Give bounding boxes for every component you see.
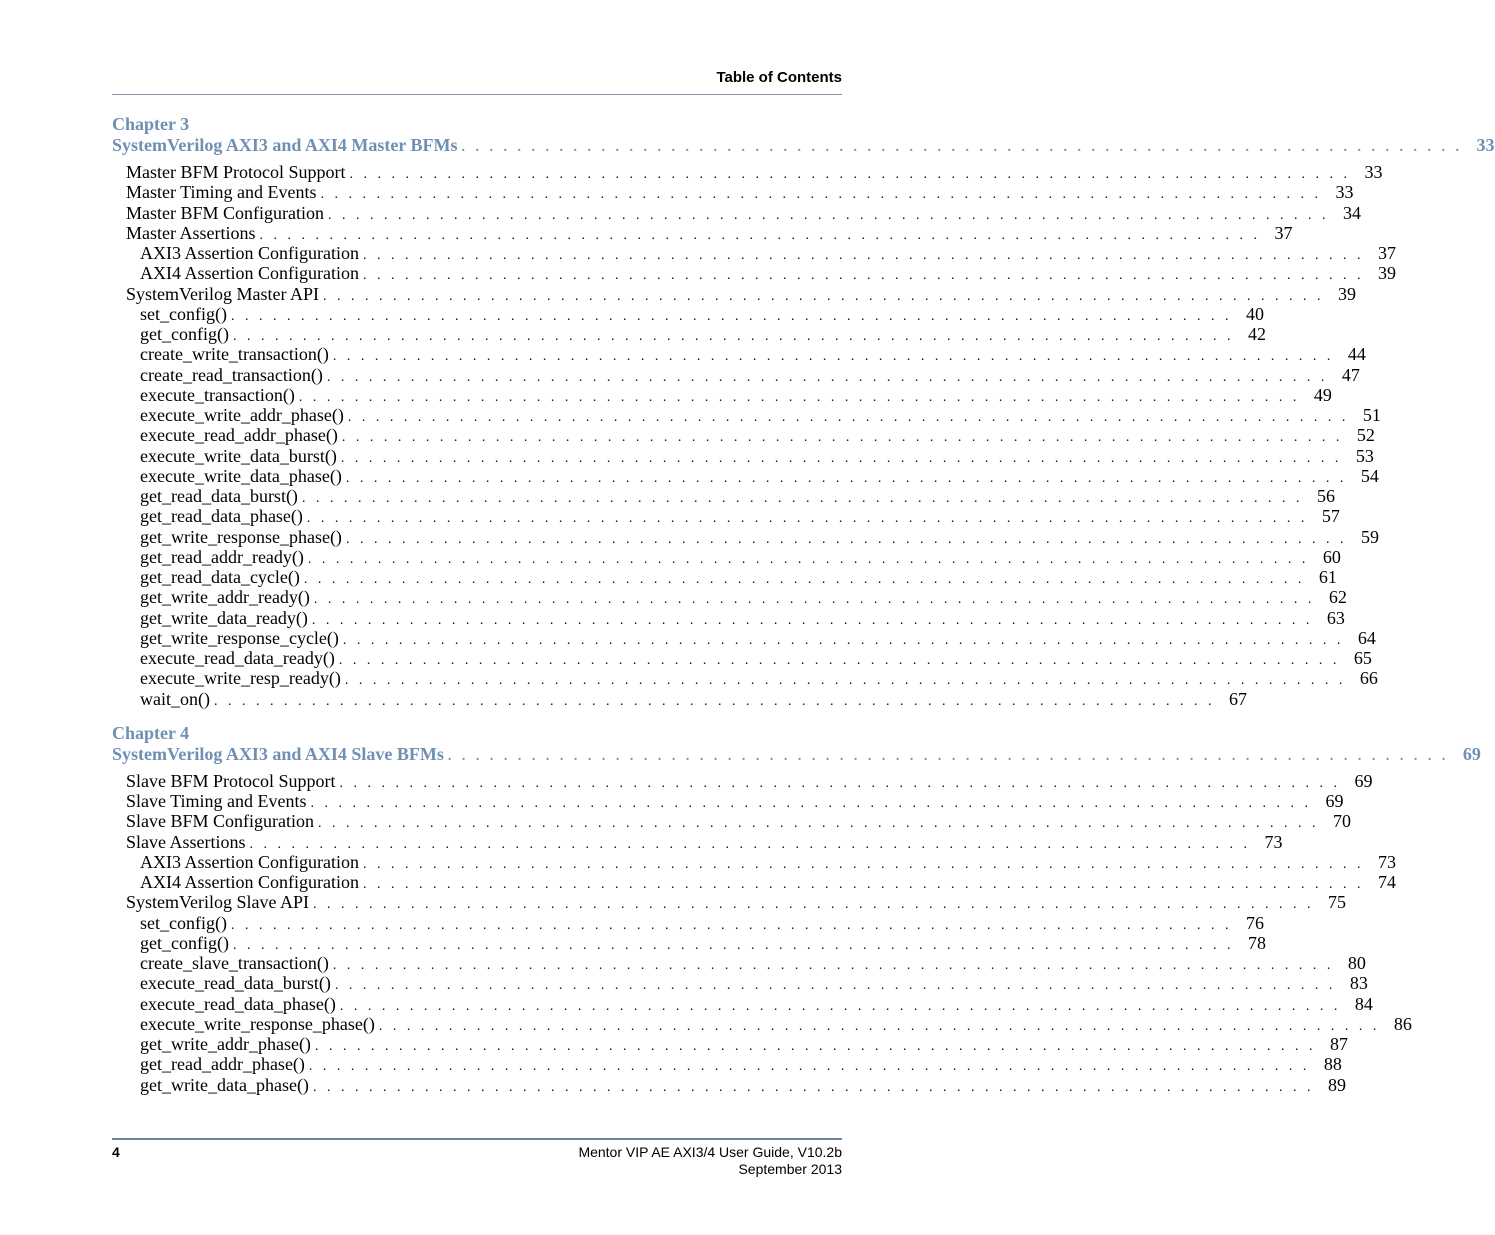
dot-leader: . . . . . . . . . . . . . . . . . . . . . . . . . . . . . . . . . . . . . . . . . . . . . . . . . . . . . . . . . . . . . . . . . . . . . . . . bbox=[232, 937, 1234, 953]
entry-page: 33 bbox=[1364, 162, 1383, 182]
toc-entry-link[interactable] bbox=[112, 506, 1340, 527]
entry-text: execute_write_data_phase() bbox=[140, 465, 342, 486]
entry-page: 86 bbox=[1393, 1013, 1412, 1034]
toc-entry-link[interactable] bbox=[112, 648, 1372, 668]
entry-text: SystemVerilog Master API bbox=[126, 283, 319, 304]
entry-page: 53 bbox=[1355, 445, 1374, 466]
toc-entry-link[interactable] bbox=[112, 283, 1356, 304]
toc-entry-link[interactable] bbox=[112, 627, 1376, 648]
chapter-title-link[interactable] bbox=[112, 743, 1481, 765]
dot-leader: . . . . . . . . . . . . . . . . . . . . . . . . . . . . . . . . . . . . . . . . . . . . . . . . . . . . . . . . . . . . . . . . . . . . . . . . bbox=[344, 673, 1346, 689]
dot-leader: . . . . . . . . . . . . . . . . . . . . . . . . . . . . . . . . . . . . . . . . . . . . . . . . . . . . . . . . . . . . . . . . . . . . . . . . bbox=[342, 632, 1344, 648]
dot-leader: . . . . . . . . . . . . . . . . . . . . . . . . . . . . . . . . . . . . . . . . . . . . . . . . . . . . . . . . . . . . . . . . . . . . . . . . bbox=[334, 978, 1336, 994]
entry-text: Master BFM Protocol Support bbox=[126, 162, 346, 182]
dot-leader: . . . . . . . . . . . . . . . . . . . . . . . . . . . . . . . . . . . . . . . . . . . . . . . . . . . . . . . . . . . . . . . . . . . . . . . . bbox=[362, 248, 1364, 263]
entry-text: Master Assertions bbox=[126, 222, 256, 243]
dot-leader: . . . . . . . . . . . . . . . . . . . . . . . . . . . . . . . . . . . . . . . . . . . . . . . . . . . . . . . . . . . . . . . . . . . . . . . . bbox=[362, 877, 1364, 892]
entry-text: set_config() bbox=[140, 912, 227, 933]
entry-text: execute_transaction() bbox=[140, 384, 295, 405]
dot-leader: . . . . . . . . . . . . . . . . . . . . . . . . . . . . . . . . . . . . . . . . . . . . . . . . . . . . . . . . . . . . . . . . . . . . . . . . bbox=[447, 748, 1449, 764]
entry-page: 76 bbox=[1245, 912, 1264, 933]
entry-text: get_read_addr_phase() bbox=[140, 1054, 305, 1075]
toc-entry-link[interactable] bbox=[112, 384, 1332, 405]
dot-leader: . . . . . . . . . . . . . . . . . . . . . . . . . . . . . . . . . . . . . . . . . . . . . . . . . . . . . . . . . . . . . . . . . . . . . . . . bbox=[341, 430, 1343, 446]
entry-text: execute_write_data_burst() bbox=[140, 445, 337, 466]
entry-text: set_config() bbox=[140, 303, 227, 324]
dot-leader: . . . . . . . . . . . . . . . . . . . . . . . . . . . . . . . . . . . . . . . . . . . . . . . . . . . . . . . . . . . . . . . . . . . . . . . . bbox=[310, 796, 1312, 811]
dot-leader: . . . . . . . . . . . . . . . . . . . . . . . . . . . . . . . . . . . . . . . . . . . . . . . . . . . . . . . . . . . . . . . . . . . . . . . . bbox=[332, 349, 1334, 365]
toc-entry-link[interactable] bbox=[112, 486, 1335, 506]
chapter-section bbox=[112, 114, 1495, 709]
chapter-title-link[interactable] bbox=[112, 134, 1495, 156]
dot-leader: . . . . . . . . . . . . . . . . . . . . . . . . . . . . . . . . . . . . . . . . . . . . . . . . . . . . . . . . . . . . . . . . . . . . . . . . bbox=[347, 410, 1349, 425]
entry-text: Master Timing and Events bbox=[126, 182, 317, 203]
entry-page: 70 bbox=[1333, 811, 1351, 832]
dot-leader: . . . . . . . . . . . . . . . . . . . . . . . . . . . . . . . . . . . . . . . . . . . . . . . . . . . . . . . . . . . . . . . . . . . . . . . . bbox=[307, 551, 1309, 567]
entry-page: 63 bbox=[1326, 607, 1345, 628]
entry-page: 60 bbox=[1322, 546, 1341, 567]
entry-page: 83 bbox=[1349, 973, 1368, 994]
entry-text: get_config() bbox=[140, 324, 229, 344]
toc-entry-link[interactable] bbox=[112, 344, 1366, 365]
toc-entry-link[interactable] bbox=[112, 1054, 1342, 1075]
entry-page: 69 bbox=[1462, 743, 1481, 764]
entry-text: execute_read_data_ready() bbox=[140, 648, 335, 668]
publication-date: September 2013 bbox=[738, 1161, 842, 1177]
entry-page: 61 bbox=[1318, 567, 1337, 587]
entry-text: get_write_addr_ready() bbox=[140, 587, 310, 608]
entry-text: create_write_transaction() bbox=[140, 344, 329, 365]
dot-leader: . . . . . . . . . . . . . . . . . . . . . . . . . . . . . . . . . . . . . . . . . . . . . . . . . . . . . . . . . . . . . . . . . . . . . . . . bbox=[332, 958, 1334, 973]
entry-text: SystemVerilog AXI3 and AXI4 Slave BFMs bbox=[112, 743, 444, 764]
dot-leader: . . . . . . . . . . . . . . . . . . . . . . . . . . . . . . . . . . . . . . . . . . . . . . . . . . . . . . . . . . . . . . . . . . . . . . . . bbox=[303, 572, 1305, 587]
entry-page: 64 bbox=[1357, 627, 1376, 648]
dot-leader: . . . . . . . . . . . . . . . . . . . . . . . . . . . . . . . . . . . . . . . . . . . . . . . . . . . . . . . . . . . . . . . . . . . . . . . . bbox=[298, 389, 1300, 405]
toc-entry-link[interactable] bbox=[112, 364, 1360, 385]
entry-page: 39 bbox=[1338, 283, 1356, 304]
toc-entry-link[interactable] bbox=[112, 405, 1381, 425]
entry-text: get_config() bbox=[140, 932, 229, 953]
toc-entry-link[interactable] bbox=[112, 668, 1378, 689]
entry-page: 75 bbox=[1328, 892, 1346, 913]
dot-leader: . . . . . . . . . . . . . . . . . . . . . . . . . . . . . . . . . . . . . . . . . . . . . . . . . . . . . . . . . . . . . . . . . . . . . . . . bbox=[308, 1059, 1310, 1075]
entry-text: execute_read_addr_phase() bbox=[140, 425, 338, 446]
entry-text: AXI3 Assertion Configuration bbox=[140, 243, 359, 263]
entry-text: AXI4 Assertion Configuration bbox=[140, 872, 359, 892]
dot-leader: . . . . . . . . . . . . . . . . . . . . . . . . . . . . . . . . . . . . . . . . . . . . . . . . . . . . . . . . . . . . . . . . . . . . . . . . bbox=[232, 329, 1234, 344]
guide-title: Mentor VIP AE AXI3/4 User Guide, V10.2b bbox=[578, 1144, 842, 1160]
entry-text: execute_write_response_phase() bbox=[140, 1013, 375, 1034]
dot-leader: . . . . . . . . . . . . . . . . . . . . . . . . . . . . . . . . . . . . . . . . . . . . . . . . . . . . . . . . . . . . . . . . . . . . . . . . bbox=[314, 1039, 1316, 1054]
entry-text: Slave BFM Configuration bbox=[126, 811, 314, 832]
entry-text: get_read_addr_ready() bbox=[140, 546, 304, 567]
toc-entry-link[interactable] bbox=[112, 831, 1283, 852]
toc-entry-link[interactable] bbox=[112, 546, 1341, 567]
toc-entry-link[interactable] bbox=[112, 222, 1293, 243]
toc-entry-link[interactable] bbox=[112, 465, 1379, 486]
entry-page: 84 bbox=[1354, 993, 1373, 1014]
toc-entry-link[interactable] bbox=[112, 445, 1374, 466]
entry-page: 74 bbox=[1377, 872, 1396, 892]
toc-entry-link[interactable] bbox=[112, 162, 1383, 182]
dot-leader: . . . . . . . . . . . . . . . . . . . . . . . . . . . . . . . . . . . . . . . . . . . . . . . . . . . . . . . . . . . . . . . . . . . . . . . . bbox=[249, 836, 1251, 852]
toc-entry-link[interactable] bbox=[112, 567, 1337, 587]
dot-leader: . . . . . . . . . . . . . . . . . . . . . . . . . . . . . . . . . . . . . . . . . . . . . . . . . . . . . . . . . . . . . . . . . . . . . . . . bbox=[461, 140, 1463, 155]
dot-leader: . . . . . . . . . . . . . . . . . . . . . . . . . . . . . . . . . . . . . . . . . . . . . . . . . . . . . . . . . . . . . . . . . . . . . . . . bbox=[230, 308, 1232, 324]
toc-entry-link[interactable] bbox=[112, 973, 1368, 994]
entry-text: get_read_data_burst() bbox=[140, 486, 298, 506]
toc-entry-link[interactable] bbox=[112, 202, 1361, 223]
toc-entry-link[interactable] bbox=[112, 872, 1396, 892]
dot-leader: . . . . . . . . . . . . . . . . . . . . . . . . . . . . . . . . . . . . . . . . . . . . . . . . . . . . . . . . . . . . . . . . . . . . . . . . bbox=[320, 187, 1322, 203]
entry-text: AXI4 Assertion Configuration bbox=[140, 263, 359, 284]
entry-text: Slave Assertions bbox=[126, 831, 246, 852]
dot-leader: . . . . . . . . . . . . . . . . . . . . . . . . . . . . . . . . . . . . . . . . . . . . . . . . . . . . . . . . . . . . . . . . . . . . . . . . bbox=[328, 207, 1329, 223]
entry-text: get_write_data_ready() bbox=[140, 607, 308, 628]
entry-text: Master BFM Configuration bbox=[126, 202, 324, 223]
entry-text: execute_write_addr_phase() bbox=[140, 405, 344, 425]
chapter-label-link[interactable]: Chapter 4 bbox=[112, 722, 190, 743]
table-of-contents bbox=[112, 114, 1495, 1095]
toc-entry-link[interactable] bbox=[112, 607, 1345, 628]
dot-leader: . . . . . . . . . . . . . . . . . . . . . . . . . . . . . . . . . . . . . . . . . . . . . . . . . . . . . . . . . . . . . . . . . . . . . . . . bbox=[306, 511, 1308, 527]
entry-page: 65 bbox=[1353, 648, 1372, 668]
entry-page: 47 bbox=[1341, 364, 1360, 385]
entry-text: get_write_response_cycle() bbox=[140, 627, 339, 648]
entry-page: 49 bbox=[1313, 384, 1332, 405]
dot-leader: . . . . . . . . . . . . . . . . . . . . . . . . . . . . . . . . . . . . . . . . . . . . . . . . . . . . . . . . . . . . . . . . . . . . . . . . bbox=[339, 775, 1341, 791]
toc-entry-link[interactable] bbox=[112, 182, 1354, 203]
entry-text: Slave Timing and Events bbox=[126, 791, 307, 811]
toc-entry-link[interactable] bbox=[112, 932, 1266, 953]
entry-page: 67 bbox=[1228, 688, 1247, 709]
entry-page: 89 bbox=[1327, 1074, 1346, 1095]
dot-leader: . . . . . . . . . . . . . . . . . . . . . . . . . . . . . . . . . . . . . . . . . . . . . . . . . . . . . . . . . . . . . . . . . . . . . . . . bbox=[323, 288, 1324, 304]
running-header-title: Table of Contents bbox=[716, 69, 842, 86]
toc-entry-link[interactable] bbox=[112, 1034, 1348, 1054]
entry-text: execute_write_resp_ready() bbox=[140, 668, 341, 689]
dot-leader: . . . . . . . . . . . . . . . . . . . . . . . . . . . . . . . . . . . . . . . . . . . . . . . . . . . . . . . . . . . . . . . . . . . . . . . . bbox=[339, 998, 1341, 1014]
toc-entry-link[interactable] bbox=[112, 791, 1344, 811]
entry-page: 59 bbox=[1360, 526, 1379, 547]
entry-text: get_write_data_phase() bbox=[140, 1074, 309, 1095]
entry-text: get_read_data_cycle() bbox=[140, 567, 300, 587]
entry-text: Slave BFM Protocol Support bbox=[126, 770, 336, 791]
entry-text: get_write_response_phase() bbox=[140, 526, 342, 547]
dot-leader: . . . . . . . . . . . . . . . . . . . . . . . . . . . . . . . . . . . . . . . . . . . . . . . . . . . . . . . . . . . . . . . . . . . . . . . . bbox=[318, 816, 1319, 832]
toc-entry-link[interactable] bbox=[112, 1074, 1346, 1095]
dot-leader: . . . . . . . . . . . . . . . . . . . . . . . . . . . . . . . . . . . . . . . . . . . . . . . . . . . . . . . . . . . . . . . . . . . . . . . . bbox=[301, 491, 1303, 506]
dot-leader: . . . . . . . . . . . . . . . . . . . . . . . . . . . . . . . . . . . . . . . . . . . . . . . . . . . . . . . . . . . . . . . . . . . . . . . . bbox=[345, 531, 1347, 547]
toc-entry-link[interactable] bbox=[112, 587, 1347, 608]
entry-page: 73 bbox=[1264, 831, 1283, 852]
header-rule bbox=[112, 94, 842, 95]
toc-entry-link[interactable] bbox=[112, 425, 1375, 446]
entry-page: 33 bbox=[1335, 182, 1354, 203]
entry-page: 42 bbox=[1247, 324, 1266, 344]
entry-text: execute_read_data_burst() bbox=[140, 973, 331, 994]
entry-page: 44 bbox=[1347, 344, 1366, 365]
dot-leader: . . . . . . . . . . . . . . . . . . . . . . . . . . . . . . . . . . . . . . . . . . . . . . . . . . . . . . . . . . . . . . . . . . . . . . . . bbox=[362, 268, 1364, 284]
entry-page: 66 bbox=[1359, 668, 1378, 689]
toc-entry-link[interactable] bbox=[112, 770, 1373, 791]
entry-text: wait_on() bbox=[140, 688, 210, 709]
footer-info bbox=[578, 1144, 842, 1178]
dot-leader: . . . . . . . . . . . . . . . . . . . . . . . . . . . . . . . . . . . . . . . . . . . . . . . . . . . . . . . . . . . . . . . . . . . . . . . . bbox=[312, 1079, 1314, 1095]
dot-leader: . . . . . . . . . . . . . . . . . . . . . . . . . . . . . . . . . . . . . . . . . . . . . . . . . . . . . . . . . . . . . . . . . . . . . . . . bbox=[362, 856, 1364, 872]
entry-page: 33 bbox=[1476, 135, 1495, 155]
entry-page: 80 bbox=[1347, 953, 1366, 973]
page-number: 4 bbox=[112, 1144, 120, 1160]
entry-page: 88 bbox=[1323, 1054, 1342, 1075]
chapter-section bbox=[112, 722, 1481, 1095]
entry-page: 57 bbox=[1321, 506, 1340, 527]
entry-page: 56 bbox=[1316, 486, 1335, 506]
toc-entry-link[interactable] bbox=[112, 303, 1264, 324]
entry-page: 69 bbox=[1354, 770, 1373, 791]
entry-text: get_write_addr_phase() bbox=[140, 1034, 311, 1054]
entry-text: AXI3 Assertion Configuration bbox=[140, 851, 359, 872]
toc-entry-link[interactable] bbox=[112, 851, 1396, 872]
entry-text: create_slave_transaction() bbox=[140, 953, 329, 973]
toc-entry-link[interactable] bbox=[112, 688, 1247, 709]
dot-leader: . . . . . . . . . . . . . . . . . . . . . . . . . . . . . . . . . . . . . . . . . . . . . . . . . . . . . . . . . . . . . . . . . . . . . . . . bbox=[313, 592, 1315, 608]
entry-page: 51 bbox=[1362, 405, 1381, 425]
entry-page: 39 bbox=[1377, 263, 1396, 284]
dot-leader: . . . . . . . . . . . . . . . . . . . . . . . . . . . . . . . . . . . . . . . . . . . . . . . . . . . . . . . . . . . . . . . . . . . . . . . . bbox=[230, 917, 1232, 933]
dot-leader: . . . . . . . . . . . . . . . . . . . . . . . . . . . . . . . . . . . . . . . . . . . . . . . . . . . . . . . . . . . . . . . . . . . . . . . . bbox=[338, 653, 1340, 668]
entry-text: SystemVerilog Slave API bbox=[126, 892, 309, 913]
toc-entry-link[interactable] bbox=[112, 1013, 1412, 1034]
dot-leader: . . . . . . . . . . . . . . . . . . . . . . . . . . . . . . . . . . . . . . . . . . . . . . . . . . . . . . . . . . . . . . . . . . . . . . . . bbox=[259, 227, 1261, 243]
dot-leader: . . . . . . . . . . . . . . . . . . . . . . . . . . . . . . . . . . . . . . . . . . . . . . . . . . . . . . . . . . . . . . . . . . . . . . . . bbox=[326, 369, 1328, 385]
toc-entry-link[interactable] bbox=[112, 912, 1264, 933]
entry-text: create_read_transaction() bbox=[140, 364, 323, 385]
dot-leader: . . . . . . . . . . . . . . . . . . . . . . . . . . . . . . . . . . . . . . . . . . . . . . . . . . . . . . . . . . . . . . . . . . . . . . . . bbox=[213, 693, 1215, 709]
dot-leader: . . . . . . . . . . . . . . . . . . . . . . . . . . . . . . . . . . . . . . . . . . . . . . . . . . . . . . . . . . . . . . . . . . . . . . . . bbox=[340, 450, 1342, 466]
dot-leader: . . . . . . . . . . . . . . . . . . . . . . . . . . . . . . . . . . . . . . . . . . . . . . . . . . . . . . . . . . . . . . . . . . . . . . . . bbox=[378, 1018, 1380, 1034]
footer-rule bbox=[112, 1138, 842, 1140]
entry-page: 73 bbox=[1377, 851, 1396, 872]
toc-entry-link[interactable] bbox=[112, 526, 1379, 547]
entry-page: 34 bbox=[1343, 202, 1361, 223]
toc-entry-link[interactable] bbox=[112, 811, 1351, 832]
entry-page: 40 bbox=[1245, 303, 1264, 324]
toc-entry-link[interactable] bbox=[112, 324, 1266, 344]
dot-leader: . . . . . . . . . . . . . . . . . . . . . . . . . . . . . . . . . . . . . . . . . . . . . . . . . . . . . . . . . . . . . . . . . . . . . . . . bbox=[313, 897, 1314, 913]
dot-leader: . . . . . . . . . . . . . . . . . . . . . . . . . . . . . . . . . . . . . . . . . . . . . . . . . . . . . . . . . . . . . . . . . . . . . . . . bbox=[345, 470, 1347, 486]
toc-entry-link[interactable] bbox=[112, 953, 1366, 973]
dot-leader: . . . . . . . . . . . . . . . . . . . . . . . . . . . . . . . . . . . . . . . . . . . . . . . . . . . . . . . . . . . . . . . . . . . . . . . . bbox=[349, 167, 1351, 182]
entry-text: execute_read_data_phase() bbox=[140, 993, 336, 1014]
entry-page: 37 bbox=[1377, 243, 1396, 263]
entry-page: 62 bbox=[1328, 587, 1347, 608]
toc-entry-link[interactable] bbox=[112, 892, 1346, 913]
toc-entry-link[interactable] bbox=[112, 993, 1373, 1014]
entry-text: SystemVerilog AXI3 and AXI4 Master BFMs bbox=[112, 135, 458, 155]
entry-page: 78 bbox=[1247, 932, 1266, 953]
entry-page: 69 bbox=[1325, 791, 1344, 811]
toc-entry-link[interactable] bbox=[112, 263, 1396, 284]
entry-page: 52 bbox=[1356, 425, 1375, 446]
entry-page: 37 bbox=[1274, 222, 1293, 243]
entry-text: get_read_data_phase() bbox=[140, 506, 303, 527]
dot-leader: . . . . . . . . . . . . . . . . . . . . . . . . . . . . . . . . . . . . . . . . . . . . . . . . . . . . . . . . . . . . . . . . . . . . . . . . bbox=[311, 612, 1313, 628]
entry-page: 54 bbox=[1360, 465, 1379, 486]
chapter-label-link[interactable]: Chapter 3 bbox=[112, 114, 190, 134]
toc-entry-link[interactable] bbox=[112, 243, 1396, 263]
entry-page: 87 bbox=[1329, 1034, 1348, 1054]
